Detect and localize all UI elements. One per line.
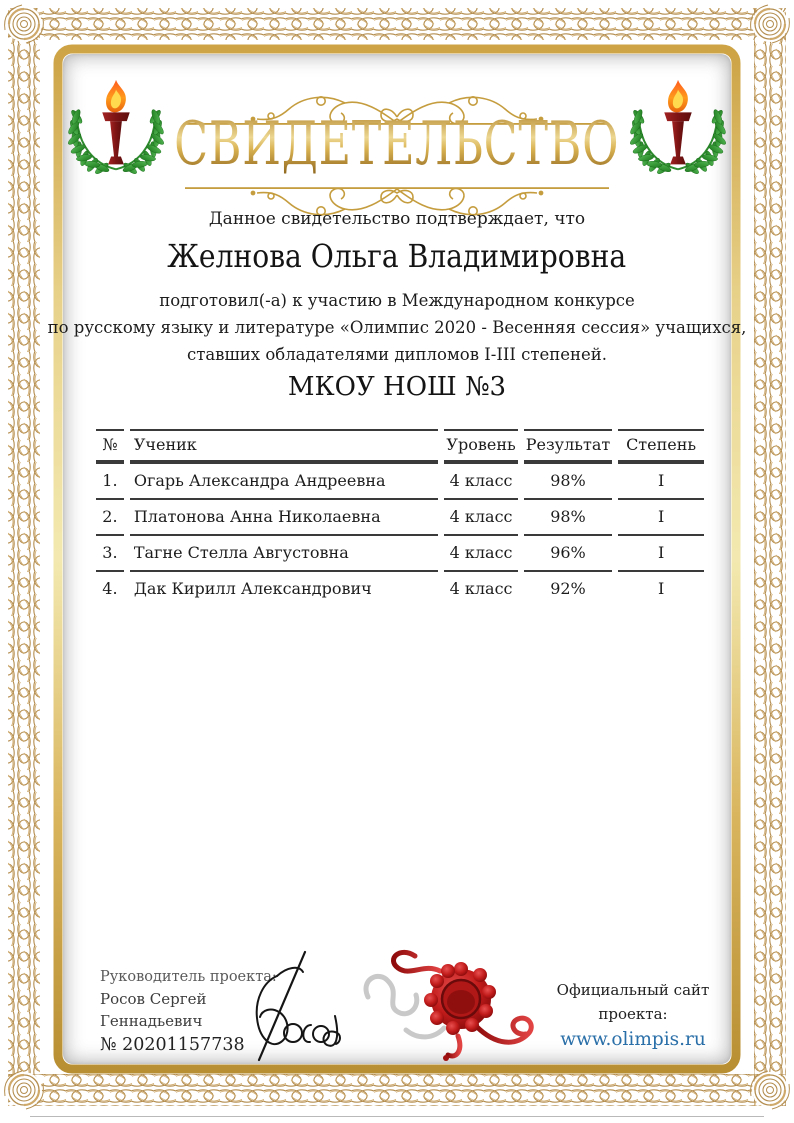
border-braid-bottom [8,1074,786,1106]
cell-result: 92% [524,570,613,606]
cell-num: 2. [96,498,124,534]
recipient-name-text: Желнова Ольга Владимировна [167,237,627,275]
cell-level: 4 класс [444,570,517,606]
border-braid-top [8,8,786,40]
footer-site-block [523,978,743,1054]
body-text [0,287,794,368]
cell-num: 4. [96,570,124,606]
cell-degree: I [618,570,704,606]
page-edge-line [30,1116,764,1117]
body-line: ставших обладателями дипломов I-III степеней. [186,345,608,364]
results-table [90,429,710,606]
recipient-name [0,234,794,278]
certificate-number: № 20201157738 [100,1035,245,1055]
body-line: по русскому языку и литературе «Олимпис 2020 - Весенняя сессия» учащихся, [47,318,747,337]
table-row [96,570,704,606]
manager-name: Росов Сергей Геннадьевич [100,990,207,1030]
cell-degree: I [618,462,704,498]
column-header-student: Ученик [130,429,439,462]
cell-result: 98% [524,462,613,498]
cell-student: Дак Кирилл Александрович [130,570,439,606]
cell-result: 98% [524,498,613,534]
body-line: подготовил(-а) к участию в Международном конкурсе [159,291,635,310]
cell-degree: I [618,534,704,570]
cell-result: 96% [524,534,613,570]
signature-icon [243,948,348,1066]
cell-student: Платонова Анна Николаевна [130,498,439,534]
cell-degree: I [618,498,704,534]
wax-seal-icon [358,942,543,1072]
certificate-title-text: СВИДЕТЕЛЬСТВО [174,109,620,179]
intro-text: Данное свидетельство подтверждает, что [208,209,586,229]
table-header-row [96,429,704,462]
site-link[interactable]: www.olimpis.ru [560,1029,706,1050]
column-header-degree: Степень [618,429,704,462]
cell-num: 3. [96,534,124,570]
cell-student: Тагне Стелла Августовна [130,534,439,570]
cell-level: 4 класс [444,498,517,534]
table-row [96,498,704,534]
certificate-title [0,109,794,179]
cell-level: 4 класс [444,462,517,498]
column-header-level: Уровень [444,429,517,462]
cell-num: 1. [96,462,124,498]
school-name: МКОУ НОШ №3 [287,372,507,402]
manager-label: Руководитель проекта: [100,969,277,985]
cell-student: Огарь Александра Андреевна [130,462,439,498]
column-header-result: Результат [524,429,613,462]
site-label: Официальный сайт проекта: [556,981,710,1023]
cell-level: 4 класс [444,534,517,570]
table-row [96,534,704,570]
results-table-body [96,462,704,606]
column-header-num: № [96,429,124,462]
table-row [96,462,704,498]
